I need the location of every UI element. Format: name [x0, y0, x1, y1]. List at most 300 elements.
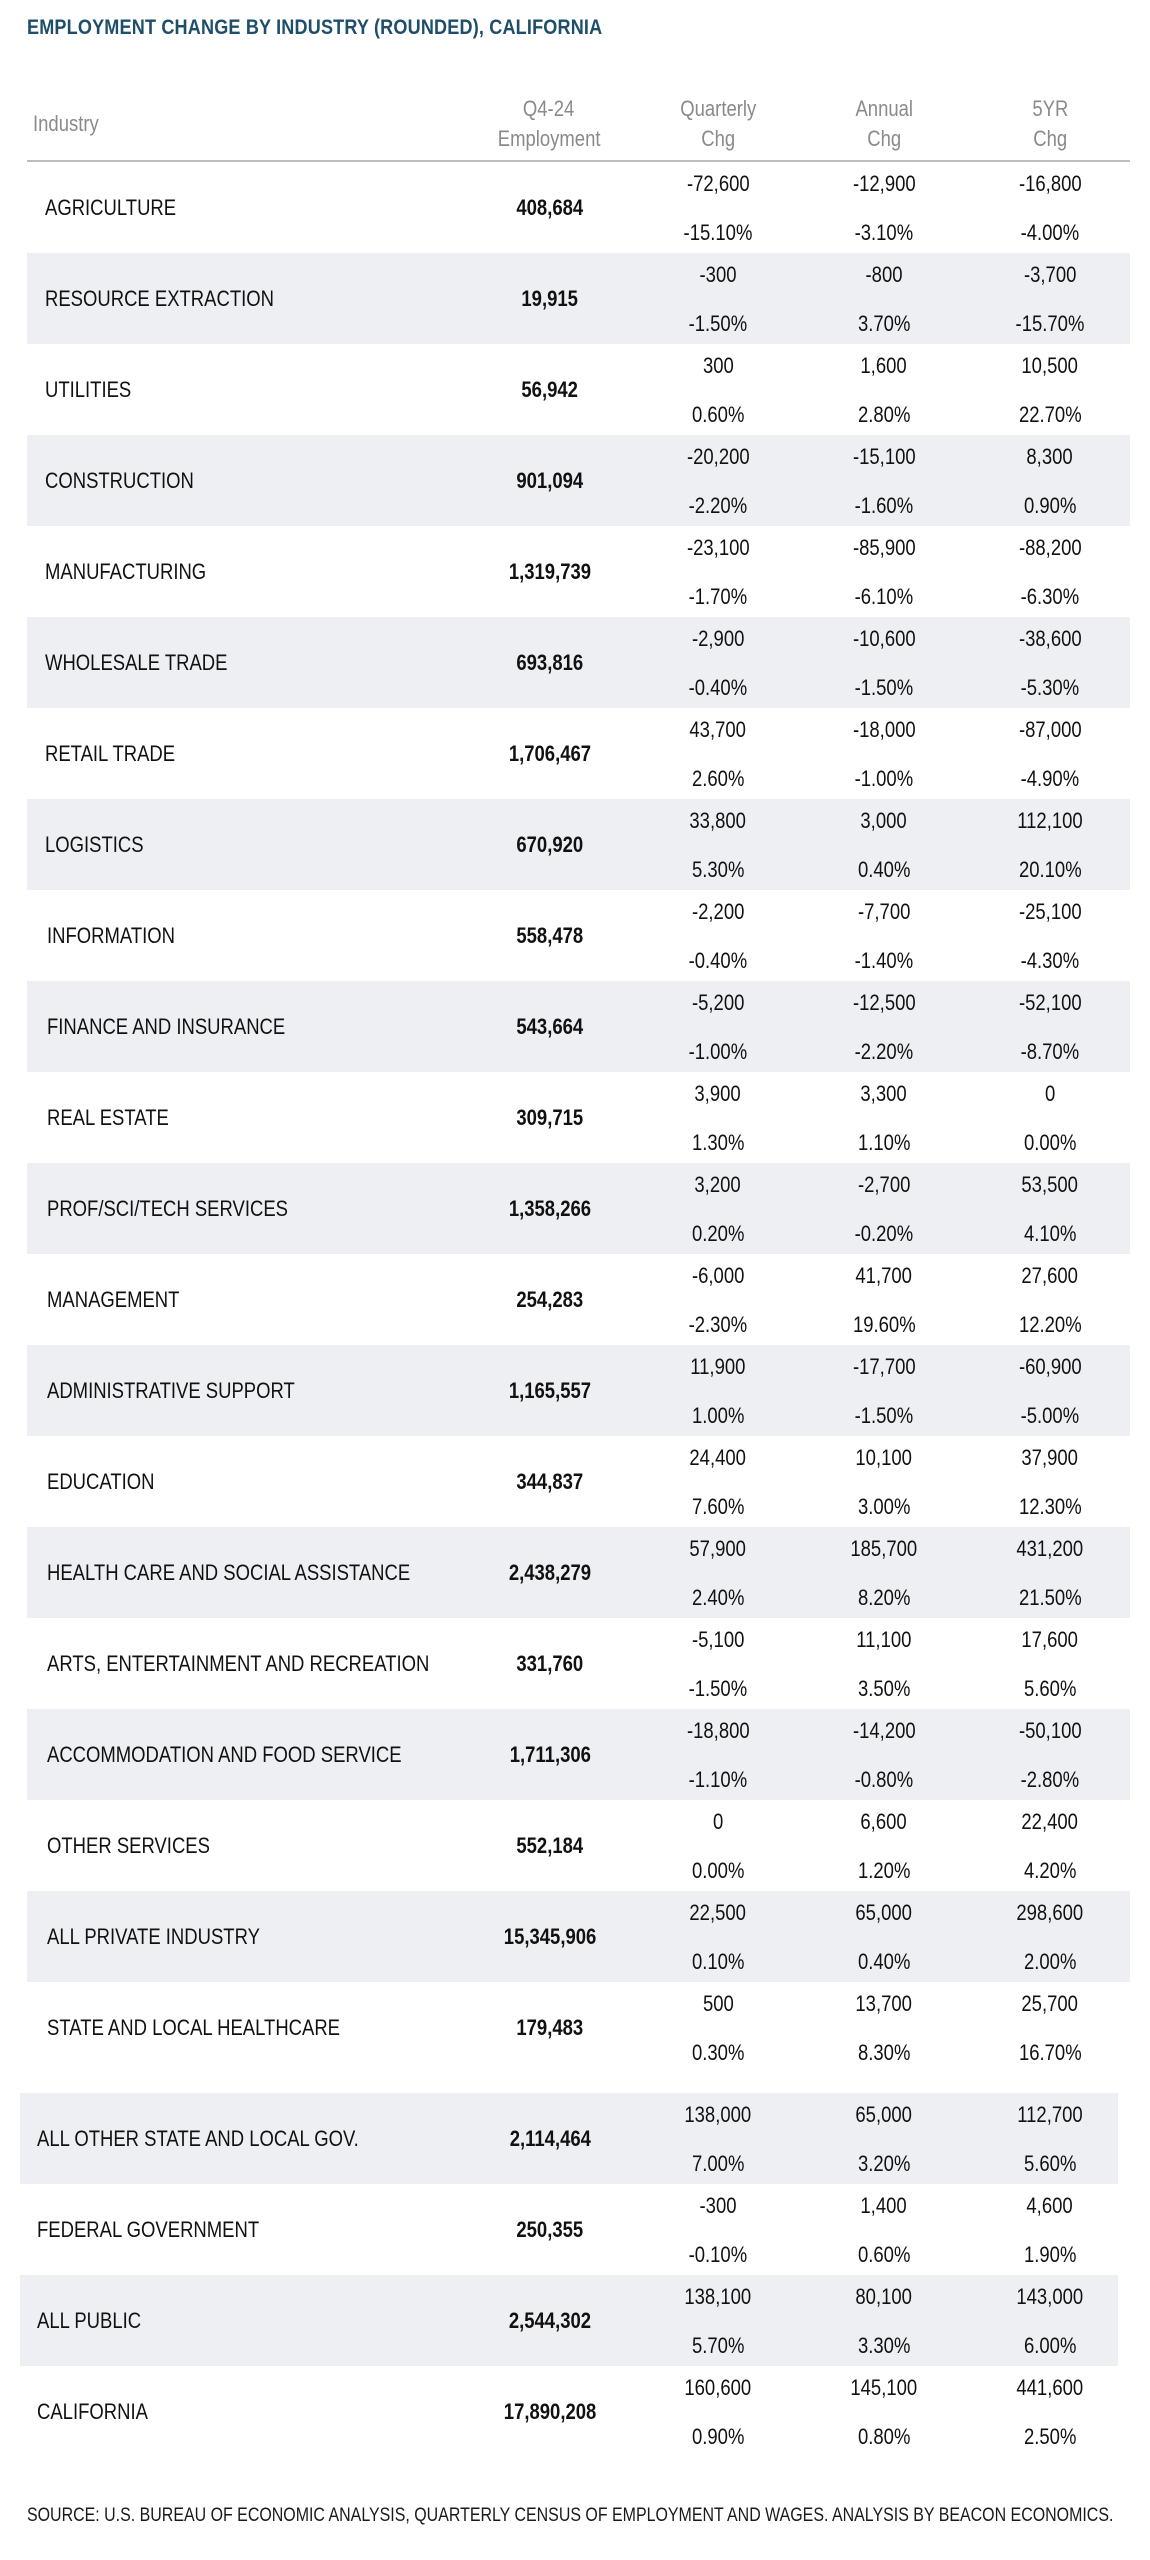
- five-year-change-percent: 5.60%: [1023, 1676, 1077, 1701]
- annual-change: [804, 344, 964, 435]
- industry-name-text: FEDERAL GOVERNMENT: [37, 2216, 260, 2242]
- industry-name-text: PROF/SCI/TECH SERVICES: [47, 1195, 288, 1221]
- quarterly-change: [638, 1800, 798, 1891]
- table-row: [27, 981, 1130, 1072]
- table-row: [20, 2184, 1118, 2275]
- table-row: [27, 1072, 1130, 1163]
- industry-name: [45, 526, 465, 617]
- annual-change-count: 1,400: [860, 2193, 908, 2218]
- annual-change: [804, 708, 964, 799]
- industry-name-text: HEALTH CARE AND SOCIAL ASSISTANCE: [47, 1559, 411, 1585]
- five-year-change-percent: 5.60%: [1023, 2151, 1077, 2176]
- quarterly-change-count: 300: [702, 353, 734, 378]
- employment-value: [450, 1891, 650, 1982]
- employment-value: [450, 1436, 650, 1527]
- quarterly-change-percent: -0.40%: [688, 948, 748, 973]
- five-year-change-percent: -8.70%: [1020, 1039, 1080, 1064]
- annual-change: [804, 617, 964, 708]
- quarterly-change: [638, 981, 798, 1072]
- employment-value: [450, 526, 650, 617]
- five-year-change-percent: -5.00%: [1020, 1403, 1080, 1428]
- five-year-change-count: 4,600: [1026, 2193, 1074, 2218]
- quarterly-change: [638, 1254, 798, 1345]
- header-five-year-line2: Chg: [1033, 126, 1067, 151]
- annual-change-count: -18,000: [852, 717, 916, 742]
- employment-value: [450, 2366, 650, 2457]
- employment-value-text: 1,711,306: [509, 1741, 591, 1767]
- employment-value: [450, 1618, 650, 1709]
- quarterly-change-percent: -1.00%: [688, 1039, 748, 1064]
- five-year-change-percent: -4.90%: [1020, 766, 1080, 791]
- annual-change: [804, 526, 964, 617]
- quarterly-change-percent: 0.00%: [691, 1858, 745, 1883]
- industry-name: [47, 1709, 467, 1800]
- annual-change: [804, 1436, 964, 1527]
- industry-name: [47, 1800, 467, 1891]
- five-year-change-percent: -4.30%: [1020, 948, 1080, 973]
- annual-change-percent: 2.80%: [857, 402, 911, 427]
- industry-name-text: CONSTRUCTION: [45, 467, 194, 493]
- five-year-change-count: 0: [1044, 1081, 1056, 1106]
- employment-value-text: 552,184: [516, 1832, 584, 1858]
- page-title: EMPLOYMENT CHANGE BY INDUSTRY (ROUNDED), CALIFORNIA: [27, 16, 603, 39]
- employment-value-text: 2,438,279: [508, 1559, 592, 1585]
- five-year-change-percent: 22.70%: [1018, 402, 1082, 427]
- header-annual-line2: Chg: [867, 126, 901, 151]
- table-row: [27, 1436, 1130, 1527]
- quarterly-change-percent: 0.20%: [691, 1221, 745, 1246]
- annual-change-count: 65,000: [855, 1900, 913, 1925]
- employment-value-text: 344,837: [516, 1468, 584, 1494]
- employment-value-text: 331,760: [516, 1650, 584, 1676]
- quarterly-change-count: 160,600: [684, 2375, 752, 2400]
- annual-change: [804, 1800, 964, 1891]
- industry-name: [47, 1163, 467, 1254]
- five-year-change-count: 37,900: [1021, 1445, 1079, 1470]
- employment-value: [450, 708, 650, 799]
- employment-value: [450, 1982, 650, 2073]
- quarterly-change-count: -20,200: [686, 444, 750, 469]
- quarterly-change-percent: -1.50%: [688, 311, 748, 336]
- quarterly-change-percent: 1.00%: [691, 1403, 745, 1428]
- annual-change-percent: 8.30%: [857, 2040, 911, 2065]
- five-year-change: [970, 1072, 1130, 1163]
- table-row: [27, 162, 1130, 253]
- annual-change-count: -7,700: [857, 899, 911, 924]
- annual-change: [804, 1072, 964, 1163]
- five-year-change: [970, 1618, 1130, 1709]
- five-year-change-count: 53,500: [1021, 1172, 1079, 1197]
- table-row: [27, 526, 1130, 617]
- employment-value-text: 1,319,739: [508, 558, 592, 584]
- five-year-change-count: 112,700: [1017, 2102, 1083, 2127]
- five-year-change: [970, 617, 1130, 708]
- industry-name: [47, 981, 467, 1072]
- employment-value-text: 309,715: [516, 1104, 584, 1130]
- table-row: [27, 1709, 1130, 1800]
- employment-value-text: 19,915: [521, 285, 579, 311]
- quarterly-change-percent: 2.40%: [691, 1585, 745, 1610]
- table-row: [27, 1891, 1130, 1982]
- quarterly-change: [638, 162, 798, 253]
- annual-change-count: 6,600: [860, 1809, 908, 1834]
- annual-change-count: 65,000: [855, 2102, 913, 2127]
- five-year-change: [970, 2093, 1130, 2184]
- quarterly-change: [638, 2275, 798, 2366]
- table-row: [27, 890, 1130, 981]
- five-year-change-percent: 2.00%: [1023, 1949, 1077, 1974]
- industry-name-text: FINANCE AND INSURANCE: [47, 1013, 286, 1039]
- header-employment-line2: Employment: [497, 126, 601, 151]
- quarterly-change-count: 138,000: [684, 2102, 752, 2127]
- industry-name: [45, 162, 465, 253]
- quarterly-change-percent: -1.10%: [688, 1767, 748, 1792]
- annual-change-percent: -1.40%: [854, 948, 914, 973]
- quarterly-change-count: -6,000: [691, 1263, 745, 1288]
- quarterly-change: [638, 708, 798, 799]
- five-year-change-percent: 0.90%: [1023, 493, 1077, 518]
- annual-change-count: 185,700: [850, 1536, 918, 1561]
- industry-name: [47, 1527, 467, 1618]
- employment-value-text: 2,544,302: [508, 2307, 592, 2333]
- industry-name-text: ARTS, ENTERTAINMENT AND RECREATION: [47, 1650, 430, 1676]
- annual-change-count: -14,200: [852, 1718, 916, 1743]
- quarterly-change: [638, 617, 798, 708]
- header-annual-line1: Annual: [855, 96, 913, 121]
- annual-change: [804, 1254, 964, 1345]
- employment-value: [450, 799, 650, 890]
- employment-value: [450, 162, 650, 253]
- quarterly-change-percent: 0.90%: [691, 2424, 745, 2449]
- employment-value: [450, 890, 650, 981]
- quarterly-change-percent: 5.30%: [691, 857, 745, 882]
- five-year-change: [970, 890, 1130, 981]
- five-year-change: [970, 1800, 1130, 1891]
- quarterly-change-count: -300: [699, 2193, 737, 2218]
- table-row: [27, 253, 1130, 344]
- quarterly-change-percent: 0.10%: [691, 1949, 745, 1974]
- five-year-change: [970, 1709, 1130, 1800]
- five-year-change-count: -52,100: [1018, 990, 1082, 1015]
- quarterly-change-count: -18,800: [686, 1718, 750, 1743]
- industry-name: [37, 2366, 457, 2457]
- industry-name-text: MANUFACTURING: [45, 558, 207, 584]
- annual-change: [804, 253, 964, 344]
- quarterly-change: [638, 1345, 798, 1436]
- five-year-change-count: 10,500: [1021, 353, 1079, 378]
- table-row: [20, 2275, 1118, 2366]
- quarterly-change-percent: -2.20%: [688, 493, 748, 518]
- table-row: [27, 1254, 1130, 1345]
- five-year-change: [970, 2184, 1130, 2275]
- annual-change: [804, 1709, 964, 1800]
- quarterly-change-percent: 7.00%: [691, 2151, 745, 2176]
- five-year-change: [970, 344, 1130, 435]
- quarterly-change-count: -23,100: [686, 535, 750, 560]
- quarterly-change: [638, 1709, 798, 1800]
- employment-value-text: 15,345,906: [503, 1923, 597, 1949]
- industry-name-text: ALL PUBLIC: [37, 2307, 142, 2333]
- annual-change-count: -15,100: [852, 444, 916, 469]
- table-row: [27, 1163, 1130, 1254]
- annual-change-percent: 3.70%: [857, 311, 911, 336]
- five-year-change: [970, 253, 1130, 344]
- industry-name: [37, 2093, 457, 2184]
- quarterly-change: [638, 253, 798, 344]
- annual-change-percent: 0.80%: [857, 2424, 911, 2449]
- quarterly-change: [638, 1982, 798, 2073]
- table-header: [27, 88, 1130, 162]
- quarterly-change: [638, 435, 798, 526]
- quarterly-change-count: -2,200: [691, 899, 745, 924]
- annual-change-percent: -2.20%: [854, 1039, 914, 1064]
- industry-name-text: WHOLESALE TRADE: [45, 649, 228, 675]
- header-quarterly-line1: Quarterly: [679, 96, 756, 121]
- quarterly-change-count: 138,100: [684, 2284, 752, 2309]
- employment-value-text: 693,816: [516, 649, 584, 675]
- employment-value-text: 2,114,464: [509, 2125, 591, 2151]
- header-quarterly-line2: Chg: [701, 126, 735, 151]
- industry-name-text: EDUCATION: [47, 1468, 155, 1494]
- quarterly-change-count: 500: [702, 1991, 734, 2016]
- table-row: [20, 2093, 1118, 2184]
- annual-change-percent: -1.50%: [854, 675, 914, 700]
- industry-name-text: LOGISTICS: [45, 831, 144, 857]
- employment-value-text: 670,920: [516, 831, 584, 857]
- five-year-change-count: 22,400: [1021, 1809, 1079, 1834]
- employment-value: [450, 344, 650, 435]
- quarterly-change-percent: -15.10%: [683, 220, 753, 245]
- five-year-change-count: 143,000: [1016, 2284, 1084, 2309]
- header-quarterly: [638, 88, 798, 160]
- five-year-change-percent: 1.90%: [1023, 2242, 1077, 2267]
- annual-change-percent: -1.60%: [854, 493, 914, 518]
- annual-change-count: -85,900: [852, 535, 916, 560]
- five-year-change-percent: 4.20%: [1023, 1858, 1077, 1883]
- employment-value: [450, 1800, 650, 1891]
- quarterly-change-percent: 0.60%: [691, 402, 745, 427]
- annual-change-percent: 3.20%: [857, 2151, 911, 2176]
- annual-change-percent: -0.80%: [854, 1767, 914, 1792]
- five-year-change: [970, 799, 1130, 890]
- employment-value: [450, 2275, 650, 2366]
- employment-value: [450, 2184, 650, 2275]
- annual-change-percent: 8.20%: [857, 1585, 911, 1610]
- quarterly-change-count: -72,600: [686, 171, 750, 196]
- employment-value: [450, 1709, 650, 1800]
- annual-change: [804, 1982, 964, 2073]
- source-note: SOURCE: U.S. BUREAU OF ECONOMIC ANALYSIS, QUARTERLY CENSUS OF EMPLOYMENT AND WAGES. ANALYSIS BY BEACON ECONOMICS.: [27, 2505, 1114, 2526]
- annual-change: [804, 2366, 964, 2457]
- five-year-change: [970, 1436, 1130, 1527]
- industry-name: [45, 344, 465, 435]
- industry-name-text: INFORMATION: [47, 922, 175, 948]
- five-year-change-percent: 20.10%: [1018, 857, 1082, 882]
- five-year-change-percent: 0.00%: [1023, 1130, 1077, 1155]
- industry-name: [47, 1891, 467, 1982]
- employment-value: [450, 2093, 650, 2184]
- quarterly-change-count: 0: [712, 1809, 724, 1834]
- industry-name: [47, 1072, 467, 1163]
- table-row: [27, 344, 1130, 435]
- industry-name-text: AGRICULTURE: [45, 194, 177, 220]
- header-five-year: [970, 88, 1130, 160]
- table-row: [20, 2366, 1118, 2457]
- annual-change-count: -10,600: [852, 626, 916, 651]
- annual-change-count: -2,700: [857, 1172, 911, 1197]
- industry-name-text: MANAGEMENT: [47, 1286, 180, 1312]
- five-year-change-count: -25,100: [1018, 899, 1082, 924]
- five-year-change-percent: 12.30%: [1018, 1494, 1082, 1519]
- five-year-change: [970, 1163, 1130, 1254]
- annual-change-count: 41,700: [855, 1263, 913, 1288]
- annual-change-count: 10,100: [855, 1445, 913, 1470]
- annual-change-count: 3,300: [860, 1081, 908, 1106]
- annual-change: [804, 1891, 964, 1982]
- annual-change: [804, 1163, 964, 1254]
- industry-name: [47, 1618, 467, 1709]
- quarterly-change-count: -2,900: [691, 626, 745, 651]
- employment-value-text: 558,478: [516, 922, 584, 948]
- table-row: [27, 435, 1130, 526]
- five-year-change-count: 27,600: [1021, 1263, 1079, 1288]
- annual-change-percent: -6.10%: [854, 584, 914, 609]
- quarterly-change: [638, 1163, 798, 1254]
- quarterly-change-percent: 0.30%: [691, 2040, 745, 2065]
- industry-name-text: RESOURCE EXTRACTION: [45, 285, 274, 311]
- annual-change-count: 3,000: [860, 808, 908, 833]
- annual-change-count: -12,900: [852, 171, 916, 196]
- annual-change: [804, 2093, 964, 2184]
- quarterly-change-count: 43,700: [689, 717, 747, 742]
- table-row: [27, 617, 1130, 708]
- annual-change-count: -17,700: [852, 1354, 916, 1379]
- five-year-change-percent: -5.30%: [1020, 675, 1080, 700]
- quarterly-change-percent: -0.40%: [688, 675, 748, 700]
- quarterly-change-percent: 7.60%: [691, 1494, 745, 1519]
- quarterly-change-count: -300: [699, 262, 737, 287]
- quarterly-change: [638, 890, 798, 981]
- industry-name: [45, 253, 465, 344]
- five-year-change-count: -50,100: [1018, 1718, 1082, 1743]
- header-employment: [449, 88, 649, 160]
- five-year-change-count: 17,600: [1021, 1627, 1079, 1652]
- quarterly-change-count: 3,200: [694, 1172, 742, 1197]
- annual-change-percent: 0.60%: [857, 2242, 911, 2267]
- quarterly-change-count: 57,900: [689, 1536, 747, 1561]
- five-year-change-percent: -6.30%: [1020, 584, 1080, 609]
- employment-value: [450, 617, 650, 708]
- annual-change-percent: -1.50%: [854, 1403, 914, 1428]
- industry-name-text: ALL OTHER STATE AND LOCAL GOV.: [37, 2125, 359, 2151]
- five-year-change-percent: -2.80%: [1020, 1767, 1080, 1792]
- quarterly-change: [638, 799, 798, 890]
- quarterly-change: [638, 2093, 798, 2184]
- quarterly-change-percent: -2.30%: [688, 1312, 748, 1337]
- quarterly-change-count: 3,900: [694, 1081, 742, 1106]
- five-year-change-percent: 4.10%: [1023, 1221, 1077, 1246]
- quarterly-change-percent: -0.10%: [688, 2242, 748, 2267]
- annual-change-percent: 3.00%: [857, 1494, 911, 1519]
- quarterly-change: [638, 2184, 798, 2275]
- employment-value: [450, 981, 650, 1072]
- annual-change-percent: 19.60%: [852, 1312, 916, 1337]
- quarterly-change-count: 24,400: [689, 1445, 747, 1470]
- annual-change: [804, 2184, 964, 2275]
- quarterly-change: [638, 344, 798, 435]
- quarterly-change-count: 33,800: [689, 808, 747, 833]
- five-year-change-percent: -4.00%: [1020, 220, 1080, 245]
- annual-change-count: 1,600: [860, 353, 908, 378]
- industry-name: [45, 799, 465, 890]
- annual-change-count: -12,500: [852, 990, 916, 1015]
- table-row: [27, 708, 1130, 799]
- employment-value: [450, 1527, 650, 1618]
- quarterly-change-percent: 1.30%: [691, 1130, 745, 1155]
- industry-name: [47, 1982, 467, 2073]
- annual-change-count: 11,100: [856, 1627, 912, 1652]
- industry-name-text: ALL PRIVATE INDUSTRY: [47, 1923, 260, 1949]
- five-year-change-count: -88,200: [1018, 535, 1082, 560]
- industry-name: [47, 890, 467, 981]
- industry-name: [37, 2275, 457, 2366]
- industry-name-text: CALIFORNIA: [37, 2398, 148, 2424]
- industry-name: [45, 708, 465, 799]
- five-year-change: [970, 526, 1130, 617]
- five-year-change: [970, 708, 1130, 799]
- industry-name-text: REAL ESTATE: [47, 1104, 169, 1130]
- table-row: [27, 1618, 1130, 1709]
- annual-change-count: 13,700: [855, 1991, 913, 2016]
- annual-change: [804, 890, 964, 981]
- industry-name: [47, 1436, 467, 1527]
- annual-change-percent: 3.50%: [857, 1676, 911, 1701]
- table-row: [27, 799, 1130, 890]
- employment-value: [450, 253, 650, 344]
- annual-change-percent: 3.30%: [857, 2333, 911, 2358]
- table-row: [27, 1800, 1130, 1891]
- five-year-change-percent: 12.20%: [1018, 1312, 1082, 1337]
- five-year-change: [970, 981, 1130, 1072]
- employment-value: [450, 435, 650, 526]
- quarterly-change: [638, 2366, 798, 2457]
- quarterly-change-count: 11,900: [690, 1354, 746, 1379]
- quarterly-change: [638, 1072, 798, 1163]
- industry-name: [45, 435, 465, 526]
- quarterly-change: [638, 526, 798, 617]
- five-year-change-count: 431,200: [1016, 1536, 1084, 1561]
- industry-name: [45, 617, 465, 708]
- annual-change-count: 145,100: [850, 2375, 918, 2400]
- five-year-change-percent: 6.00%: [1023, 2333, 1077, 2358]
- employment-value: [450, 1345, 650, 1436]
- five-year-change-count: -38,600: [1018, 626, 1082, 651]
- five-year-change-count: 25,700: [1021, 1991, 1079, 2016]
- annual-change: [804, 1618, 964, 1709]
- annual-change-percent: 0.40%: [857, 857, 911, 882]
- header-employment-line1: Q4-24: [523, 96, 575, 121]
- annual-change: [804, 162, 964, 253]
- quarterly-change-percent: -1.70%: [688, 584, 748, 609]
- five-year-change-percent: 16.70%: [1018, 2040, 1082, 2065]
- five-year-change-count: -16,800: [1018, 171, 1082, 196]
- employment-value-text: 250,355: [516, 2216, 584, 2242]
- header-industry: [33, 88, 433, 160]
- industry-name-text: STATE AND LOCAL HEALTHCARE: [47, 2014, 341, 2040]
- quarterly-change: [638, 1436, 798, 1527]
- five-year-change: [970, 1254, 1130, 1345]
- quarterly-change: [638, 1527, 798, 1618]
